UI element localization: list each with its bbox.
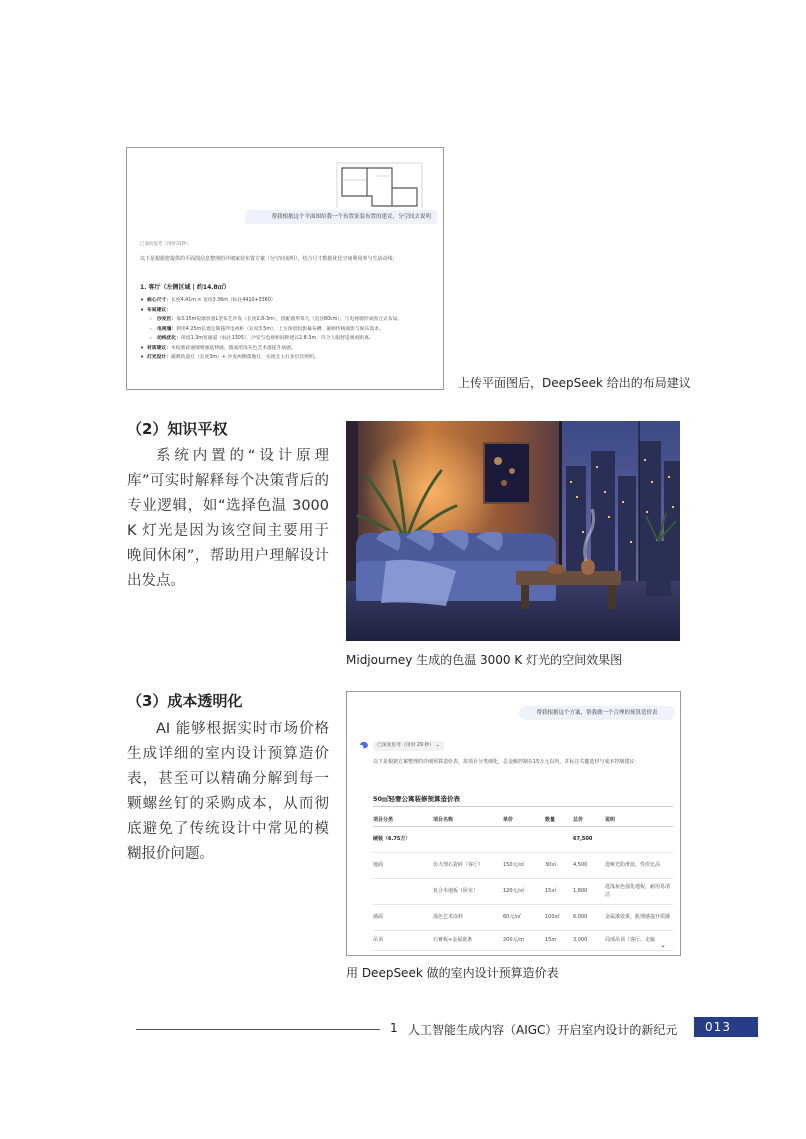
footer-divider bbox=[136, 1029, 380, 1030]
response-intro: 以下是根据您提供的平面图信息整理的详细家装布置方案（分空间说明），结合尺寸数据优化空间利用率与生活动线： bbox=[140, 256, 398, 262]
table-row bbox=[373, 904, 673, 930]
thinking-indicator: 已深度思考（用时 29 秒） ⌄ bbox=[373, 741, 444, 751]
list-item: ◦ 沙发区：靠3.15m短墙放置L型布艺沙发（长度2.8-3m），搭配圆形茶几（直径80cm），与电视墙形成围合式布局。 bbox=[140, 315, 438, 325]
table-cell: 选哑光防滑款，性价比高 bbox=[605, 852, 673, 878]
table-cell: 3,000 bbox=[573, 930, 605, 950]
table-cell: 复合木地板（卧室） bbox=[433, 878, 503, 904]
table-cell: 地面 bbox=[373, 852, 433, 878]
table-cell: 局部吊顶（客厅、走廊 bbox=[605, 930, 673, 950]
table-cell: 吊顶 bbox=[373, 930, 433, 950]
deepseek-logo-icon bbox=[359, 740, 369, 750]
list-item: ◦ 动线优化：保留1.3m宽通道（标注1305），沙发与电视柜间距建议2.8-3m，符合人眼舒适观看距离。 bbox=[140, 334, 438, 344]
table-cell: 1,800 bbox=[573, 878, 605, 904]
table-cell: 15m bbox=[545, 930, 573, 950]
floor-plan-thumbnail bbox=[332, 158, 427, 210]
page-number-badge bbox=[694, 1017, 758, 1037]
budget-table bbox=[373, 814, 673, 951]
table-header-row bbox=[373, 814, 673, 826]
table-title: 50㎡轻奢公寓装修预算造价表 bbox=[373, 795, 461, 803]
table-cell: 选浅灰色强化地板，耐用易清洁 bbox=[605, 878, 673, 904]
table-cell bbox=[545, 826, 573, 852]
table-cell: 4,500 bbox=[573, 852, 605, 878]
section-body-cost: AI 能够根据实时市场价格生成详细的室内设计预算造价表，甚至可以精确分解到每一颗螺丝钉的采购成本，从而彻底避免了传统设计中常见的模糊报价问题。 bbox=[127, 721, 329, 862]
caption-budget: 用 DeepSeek 做的室内设计预算造价表 bbox=[346, 966, 559, 980]
table-cell: 15㎡ bbox=[545, 878, 573, 904]
table-cell: 200元/m bbox=[503, 930, 545, 950]
caption-render: Midjourney 生成的色温 3000 K 灯光的空间效果图 bbox=[346, 653, 623, 667]
budget-chat-screenshot bbox=[346, 691, 681, 956]
column-header: 说明 bbox=[605, 814, 673, 826]
table-cell: 金属漆效果，肌理感提升质感 bbox=[605, 904, 673, 930]
chapter-title: 人工智能生成内容（AIGC）开启室内设计的新纪元 bbox=[408, 1023, 678, 1037]
column-header: 单价 bbox=[503, 814, 545, 826]
table-row bbox=[373, 852, 673, 878]
table-cell: 石膏板+金属嵌条 bbox=[433, 930, 503, 950]
table-cell bbox=[433, 826, 503, 852]
response-heading: 1. 客厅（左侧区域 | 约14.8㎡） bbox=[140, 284, 230, 291]
list-item: ◦ 电视墙：利用4.25m长墙定制悬浮电视柜（长度3.5m），上方预留投影幕布槽，兼顾传统观影与娱乐需求。 bbox=[140, 325, 438, 335]
table-cell bbox=[373, 878, 433, 904]
list-item: • 灯光设计：磁吸轨道灯（长度3m）+ 沙发两侧落地灯，实现无主灯多层次照明。 bbox=[140, 353, 438, 363]
caption-floorplan: 上传平面图后，DeepSeek 给出的布局建议 bbox=[458, 376, 691, 390]
page-number: 013 bbox=[705, 1020, 731, 1034]
table-cell: 100㎡ bbox=[545, 904, 573, 930]
table-cell: 120元/㎡ bbox=[503, 878, 545, 904]
list-item: • 材质建议：木纹地砖通铺增强延伸感，墙面用浅灰色艺术漆提升质感。 bbox=[140, 344, 438, 354]
thinking-indicator: 已深度思考（用时31秒） bbox=[140, 242, 191, 247]
section-title-knowledge: （2）知识平权 bbox=[127, 420, 228, 438]
table-cell: 硬装（6.75万） bbox=[373, 826, 433, 852]
table-cell: 浅色艺术涂料 bbox=[433, 904, 503, 930]
table-row bbox=[373, 826, 673, 852]
table-cell: 67,500 bbox=[573, 826, 605, 852]
column-header: 总价 bbox=[573, 814, 605, 826]
divider bbox=[373, 806, 673, 807]
list-item: • 布局建议： bbox=[140, 306, 438, 316]
floorplan-chat-screenshot bbox=[126, 147, 444, 390]
table-cell: 60元/㎡ bbox=[503, 904, 545, 930]
column-header: 项目名称 bbox=[433, 814, 503, 826]
column-header: 项目分类 bbox=[373, 814, 433, 826]
table-cell: 6,000 bbox=[573, 904, 605, 930]
section-title-cost: （3）成本透明化 bbox=[127, 692, 243, 710]
table-row bbox=[373, 878, 673, 904]
table-cell: 墙面 bbox=[373, 904, 433, 930]
user-request-bubble: 帮我根据这个平面图给我一个布置家装布置的建议，分空间去说明 bbox=[245, 210, 437, 224]
table-row bbox=[373, 930, 673, 950]
table-cell: 150元/㎡ bbox=[503, 852, 545, 878]
response-intro: 以下是根据方案整理的详细预算造价表，按项目分类细化，总金额控制在15万元以内，并标注关键选材与成本控制建议： bbox=[373, 759, 640, 765]
user-request-bubble: 帮我根据这个方案，帮我做一个合理的预算造价表 bbox=[519, 706, 675, 720]
column-header: 数量 bbox=[545, 814, 573, 826]
table-cell: 仿大理石瓷砖（客厅） bbox=[433, 852, 503, 878]
table-cell bbox=[503, 826, 545, 852]
list-item: • 核心尺寸：长度4.41m × 宽度3.36m（标注4410+3360） bbox=[140, 296, 438, 306]
table-cell: 30㎡ bbox=[545, 852, 573, 878]
table-cell bbox=[605, 826, 673, 852]
section-body-knowledge: 系统内置的“设计原理库”可实时解释每个决策背后的专业逻辑，如“选择色温 3000 K 灯光是因为该空间主要用于晚间休闲”，帮助用户理解设计出发点。 bbox=[127, 448, 329, 589]
scroll-down-chevron-icon[interactable]: ⌄ bbox=[660, 941, 666, 949]
response-list bbox=[140, 296, 438, 363]
living-room-render-image bbox=[346, 421, 680, 641]
chapter-number: 1 bbox=[390, 1021, 398, 1035]
